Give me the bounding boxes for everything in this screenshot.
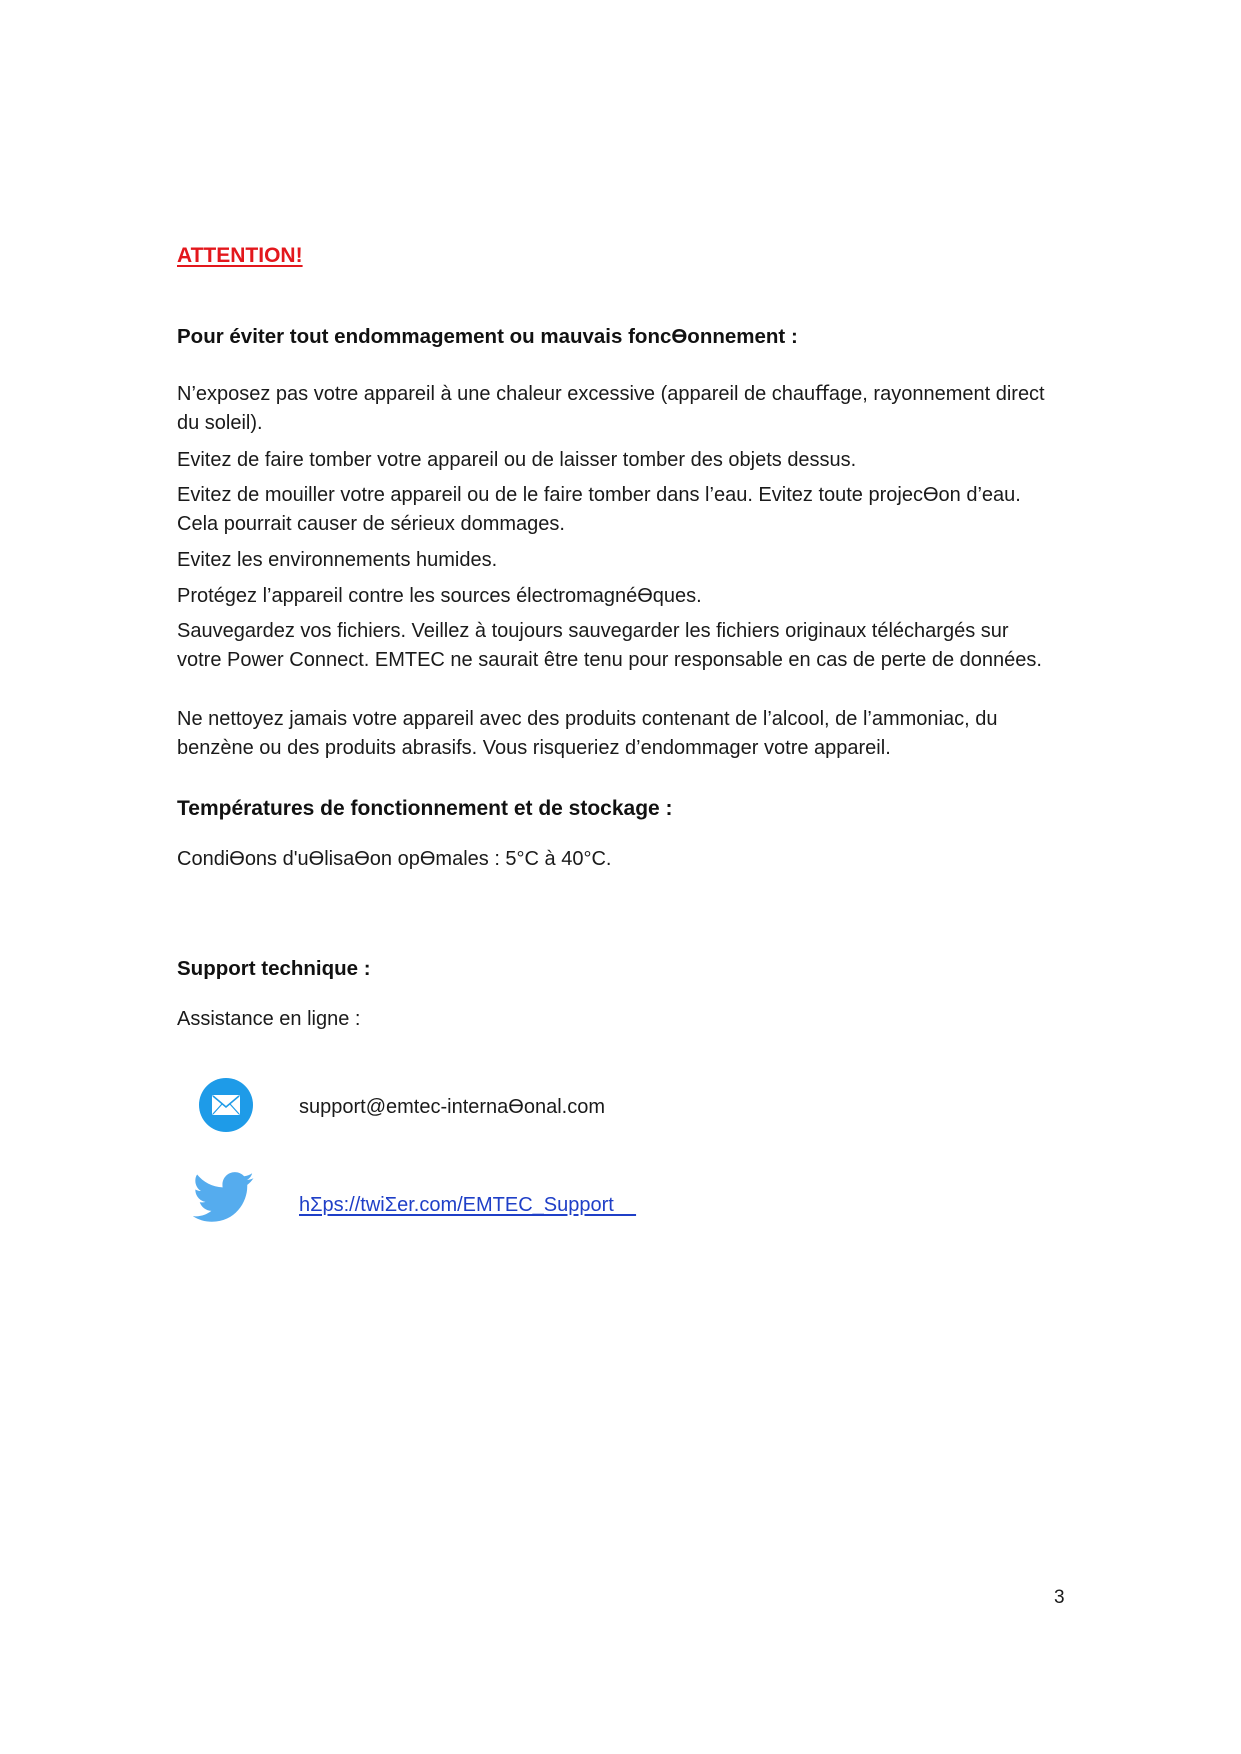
- paragraph-backup: Sauvegardez vos ﬁchiers. Veillez à toujours sauvegarder les ﬁchiers originaux téléchargés sur votre Power Connect. EMTEC ne saurait être tenu pour responsable en cas de perte de données.: [177, 620, 1042, 671]
- attention-heading: ATTENTION!: [177, 244, 303, 267]
- twitter-bird-icon: [193, 1172, 255, 1224]
- support-heading: Support technique :: [177, 957, 371, 980]
- paragraph-heat: N’exposez pas votre appareil à une chaleur excessive (appareil de chauﬀage, rayonnement direct du soleil).: [177, 383, 1045, 434]
- paragraph-water: Evitez de mouiller votre appareil ou de le faire tomber dans l’eau. Evitez toute projecƟon d’eau. Cela pourrait causer de sérieux dommages.: [177, 484, 1021, 535]
- page-number: 3: [1054, 1587, 1065, 1608]
- temperature-heading: Températures de fonctionnement et de stockage :: [177, 797, 673, 820]
- paragraph-cleaning: Ne nettoyez jamais votre appareil avec des produits contenant de l’alcool, de l’ammoniac, du benzène ou des produits abrasifs. Vous risqueriez d’endommager votre appareil.: [177, 708, 998, 759]
- operating-conditions: CondiƟons d'uƟlisaƟon opƟmales : 5°C à 40°C.: [177, 848, 612, 870]
- online-assistance-label: Assistance en ligne :: [177, 1008, 361, 1030]
- envelope-icon: [199, 1078, 253, 1132]
- paragraph-drop: Evitez de faire tomber votre appareil ou de laisser tomber des objets dessus.: [177, 449, 857, 471]
- paragraph-humidity: Evitez les environnements humides.: [177, 549, 498, 571]
- twitter-support-link[interactable]: hƩps://twiƩer.com/EMTEC_Support: [299, 1194, 637, 1216]
- support-email: support@emtec-internaƟonal.com: [299, 1096, 605, 1118]
- damage-prevention-heading: Pour éviter tout endommagement ou mauvais foncƟonnement :: [177, 325, 798, 348]
- paragraph-electromagnetic: Protégez l’appareil contre les sources électromagnéƟques.: [177, 585, 702, 607]
